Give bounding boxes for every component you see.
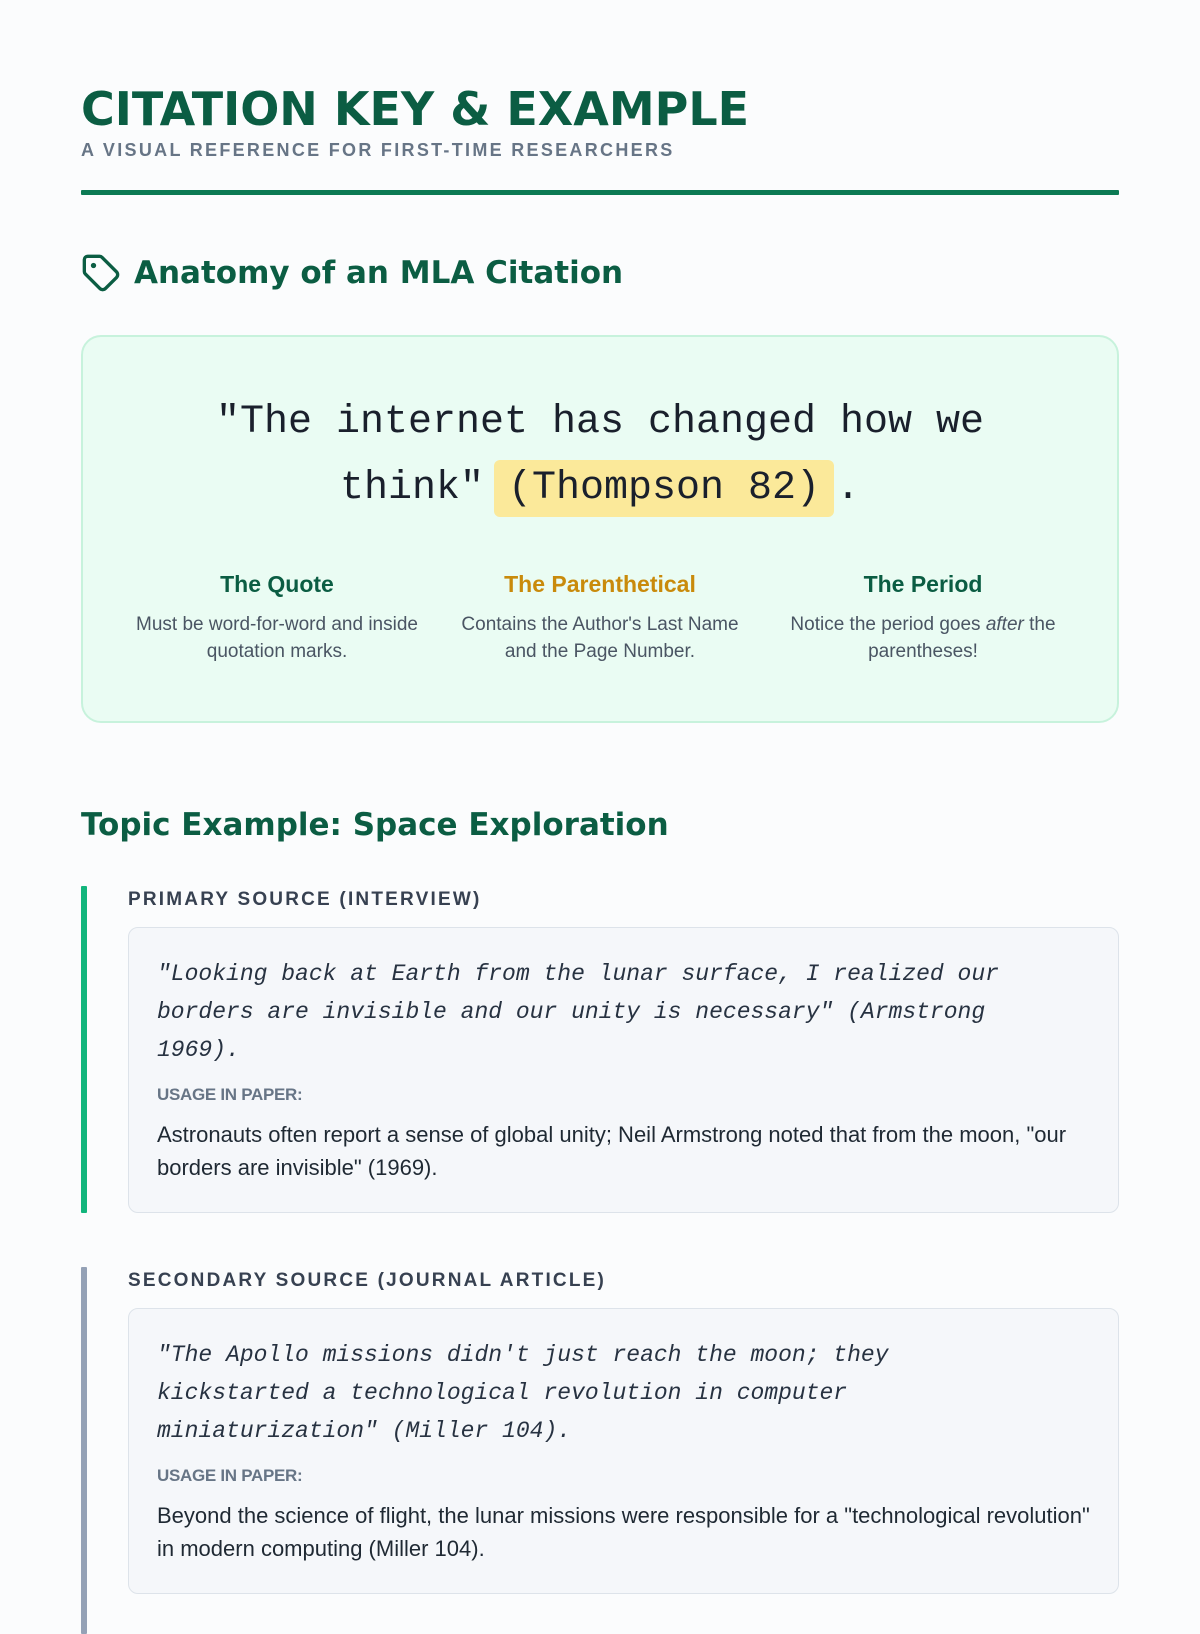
- page-subtitle: A VISUAL REFERENCE FOR FIRST-TIME RESEARCHERS: [81, 140, 675, 160]
- part-period-title: The Period: [863, 571, 983, 597]
- secondary-source-accent-bar: [81, 1267, 87, 1634]
- page-header: [81, 80, 1119, 195]
- primary-source-card: [128, 927, 1119, 1213]
- part-quote-title: The Quote: [220, 571, 334, 597]
- secondary-source: [81, 1267, 1119, 1594]
- part-period-desc: [773, 611, 1073, 665]
- secondary-usage-label: USAGE IN PAPER:: [157, 1466, 303, 1485]
- secondary-source-quote: "The Apollo missions didn't just reach the moon; they kickstarted a technological revolution in computer miniaturization" (Miller 104).: [157, 1342, 889, 1444]
- secondary-source-card: [128, 1308, 1119, 1594]
- part-quote-desc: Must be word-for-word and inside quotation marks.: [136, 614, 418, 662]
- anatomy-heading-row: [81, 253, 1119, 293]
- citation-example: [210, 390, 990, 522]
- secondary-source-label: SECONDARY SOURCE (JOURNAL ARTICLE): [128, 1270, 607, 1291]
- part-period-desc-after: the parentheses!: [868, 614, 1056, 662]
- primary-source: [81, 886, 1119, 1213]
- part-period-desc-before: Notice the period goes: [790, 614, 986, 635]
- primary-usage-text: Astronauts often report a sense of global unity; Neil Armstrong noted that from the moon, "our borders are invisible" (1969).: [157, 1122, 1067, 1180]
- example-quote-line1: "The internet has changed how we: [215, 400, 985, 445]
- anatomy-section: [81, 253, 1119, 723]
- header-divider: [81, 190, 1119, 195]
- part-parenthetical: [450, 569, 750, 665]
- part-period-desc-emphasis: after: [985, 614, 1024, 635]
- part-parenthetical-title: The Parenthetical: [504, 571, 696, 597]
- example-quote-line2: think": [339, 466, 484, 511]
- example-period: .: [836, 466, 861, 511]
- secondary-usage-text: Beyond the science of flight, the lunar missions were responsible for a "technological revolution" in modern computing (Miller 104).: [157, 1503, 1090, 1561]
- example-parenthetical: (Thompson 82): [494, 460, 834, 517]
- part-period: [773, 569, 1073, 665]
- anatomy-card: [81, 335, 1119, 723]
- primary-source-label: PRIMARY SOURCE (INTERVIEW): [128, 889, 482, 910]
- page-title: CITATION KEY & EXAMPLE: [81, 82, 750, 136]
- part-parenthetical-desc: Contains the Author's Last Name and the Page Number.: [461, 614, 739, 662]
- primary-source-accent-bar: [81, 886, 87, 1213]
- topic-section: [81, 807, 1119, 1594]
- anatomy-parts: [123, 569, 1077, 665]
- primary-source-quote: "Looking back at Earth from the lunar surface, I realized our borders are invisible and our unity is necessary" (Armstrong 1969).: [157, 961, 999, 1063]
- anatomy-heading: Anatomy of an MLA Citation: [134, 255, 624, 291]
- tag-icon: [81, 253, 121, 293]
- part-quote: [127, 569, 427, 665]
- topic-heading: Topic Example: Space Exploration: [81, 807, 669, 843]
- primary-usage-label: USAGE IN PAPER:: [157, 1085, 303, 1104]
